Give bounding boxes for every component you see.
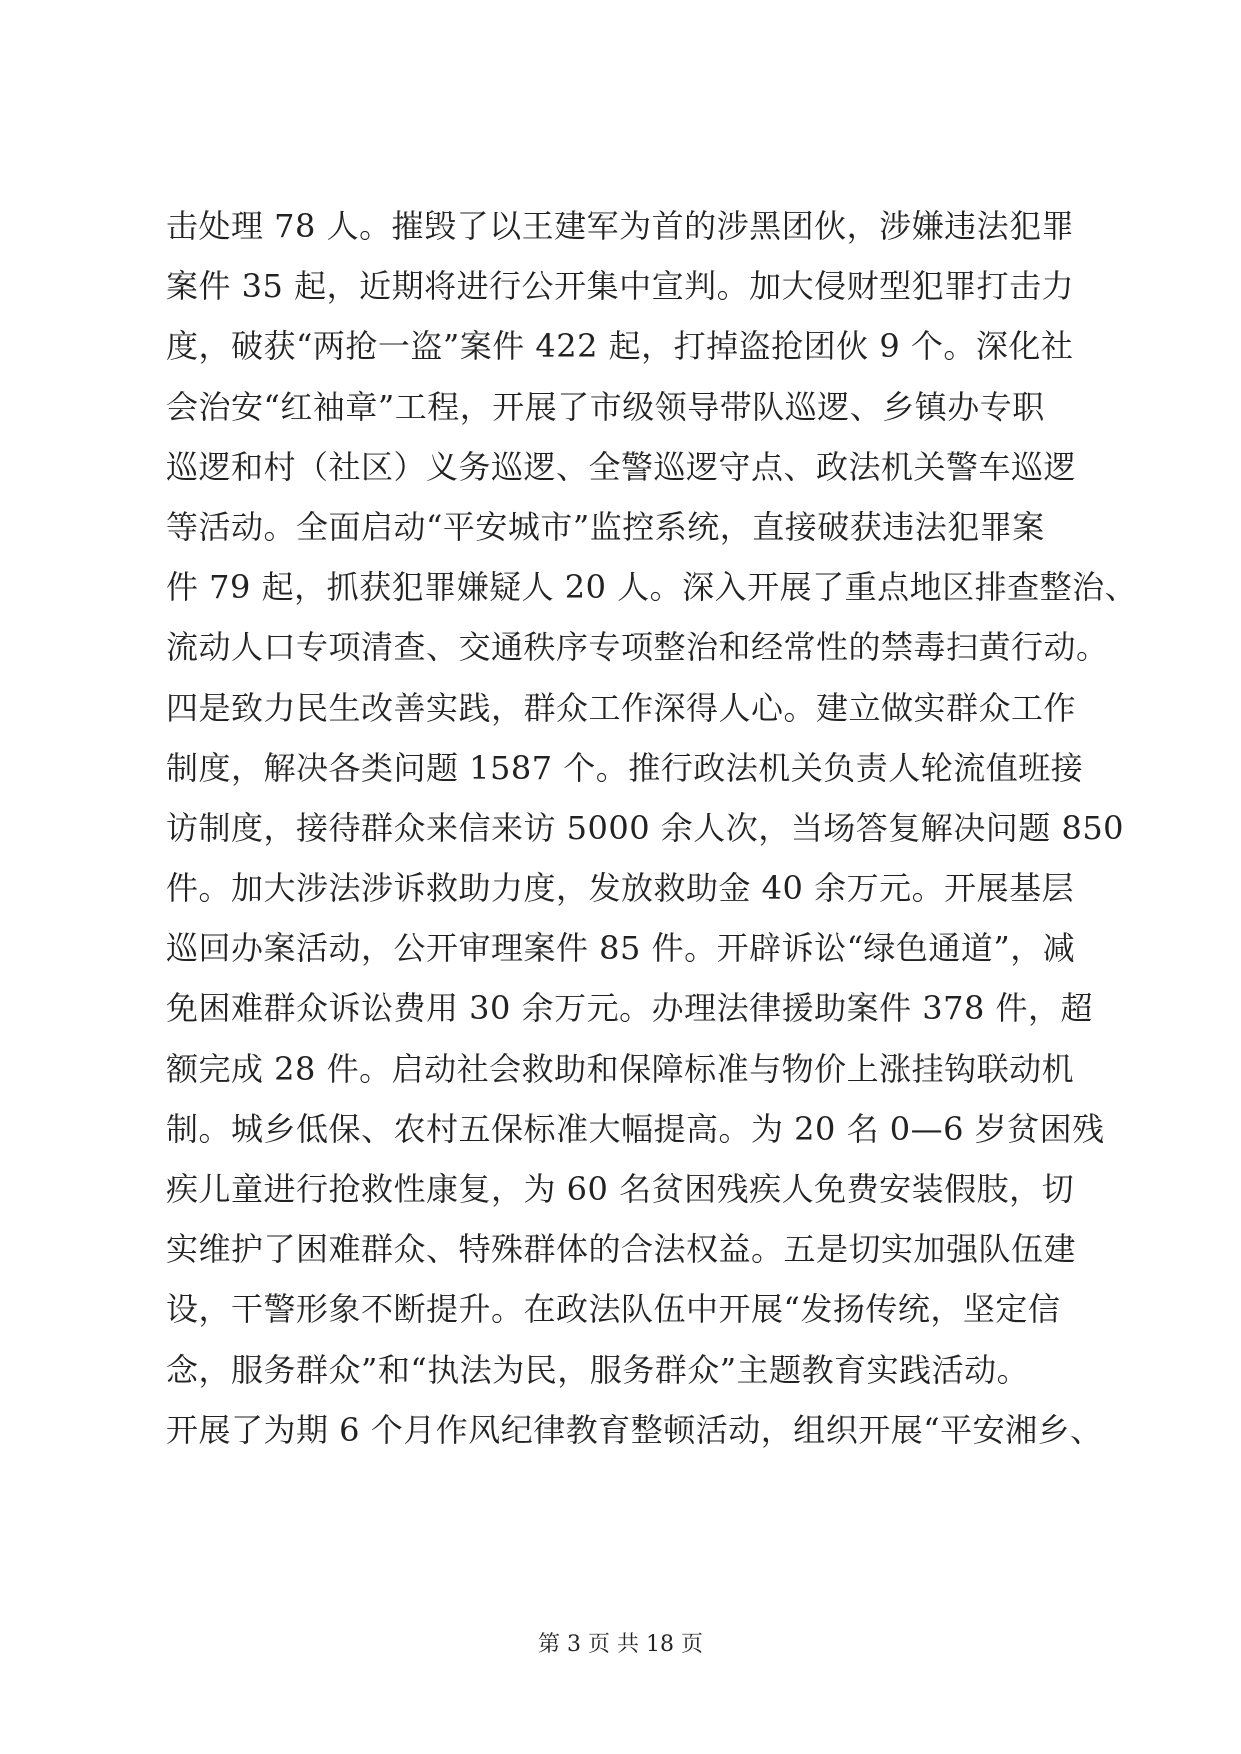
text-line: 度，破获“两抢一盗”案件 422 起，打掉盗抢团伙 9 个。深化社 <box>166 327 1074 366</box>
text-line: 巡回办案活动，公开审理案件 85 件。开辟诉讼“绿色通道”，减 <box>166 929 1076 968</box>
text-line: 额完成 28 件。启动社会救助和保障标准与物价上涨挂钩联动机 <box>166 1049 1075 1088</box>
text-line: 念，服务群众”和“执法为民，服务群众”主题教育实践活动。 <box>166 1350 1030 1389</box>
page-footer <box>0 1630 1241 1660</box>
text-line: 制。城乡低保、农村五保标准大幅提高。为 20 名 0—6 岁贫困残 <box>166 1109 1105 1148</box>
text-line: 击处理 78 人。摧毁了以王建军为首的涉黑团伙，涉嫌违法犯罪 <box>166 207 1075 245</box>
text-line: 件 79 起，抓获犯罪嫌疑人 20 人。深入开展了重点地区排查整治、 <box>166 568 1138 607</box>
text-line: 实维护了困难群众、特殊群体的合法权益。五是切实加强队伍建 <box>166 1230 1077 1269</box>
text-line: 巡逻和村（社区）义务巡逻、全警巡逻守点、政法机关警车巡逻 <box>166 447 1077 486</box>
body-text <box>166 196 1138 1460</box>
text-line: 等活动。全面启动“平安城市”监控系统，直接破获违法犯罪案 <box>166 507 1045 546</box>
text-line: 制度，解决各类问题 1587 个。推行政法机关负责人轮流值班接 <box>166 748 1084 787</box>
text-line: 案件 35 起，近期将进行公开集中宣判。加大侵财型犯罪打击力 <box>166 267 1075 306</box>
text-line: 疾儿童进行抢救性康复，为 60 名贫困残疾人免费安装假肢，切 <box>166 1170 1075 1208</box>
text-line: 开展了为期 6 个月作风纪律教育整顿活动，组织开展“平安湘乡、 <box>166 1410 1103 1449</box>
page-number-label: 第 3 页 共 18 页 <box>538 1632 703 1657</box>
text-line: 四是致力民生改善实践，群众工作深得人心。建立做实群众工作 <box>166 688 1077 727</box>
text-line: 设，干警形象不断提升。在政法队伍中开展“发扬传统，坚定信 <box>166 1290 1061 1329</box>
text-line: 访制度，接待群众来信来访 5000 余人次，当场答复解决问题 850 <box>166 808 1125 847</box>
text-line: 会治安“红袖章”工程，开展了市级领导带队巡逻、乡镇办专职 <box>166 387 1045 426</box>
text-line: 免困难群众诉讼费用 30 余万元。办理法律援助案件 378 件，超 <box>166 989 1093 1028</box>
text-line: 流动人口专项清查、交通秩序专项整治和经常性的禁毒扫黄行动。 <box>166 628 1109 667</box>
text-line: 件。加大涉法涉诉救助力度，发放救助金 40 余万元。开展基层 <box>166 869 1075 908</box>
